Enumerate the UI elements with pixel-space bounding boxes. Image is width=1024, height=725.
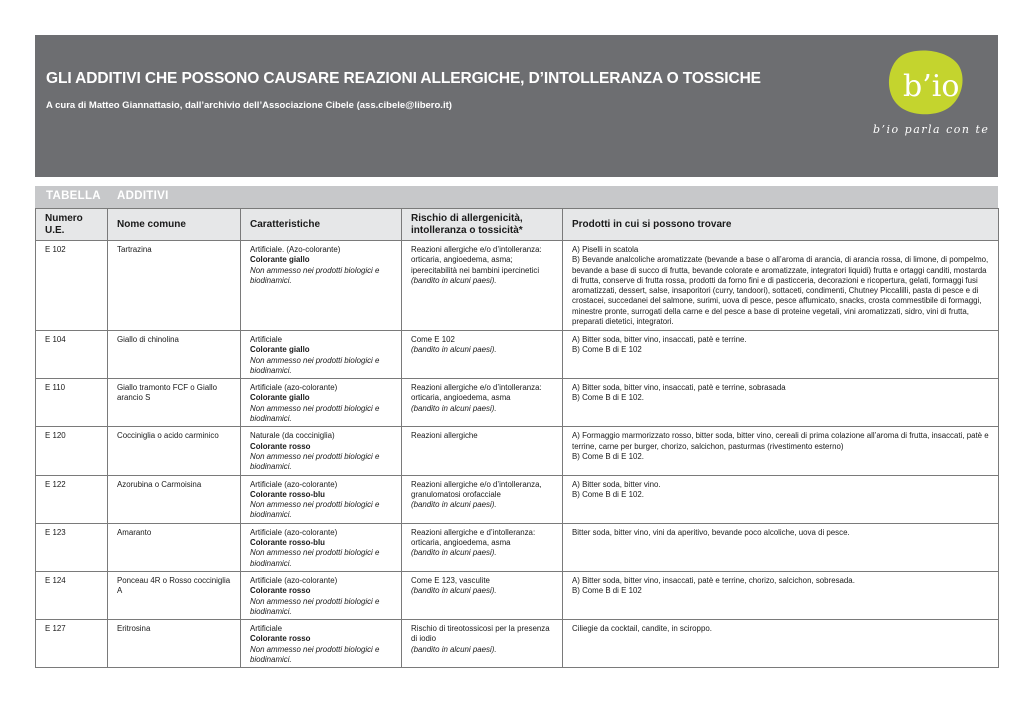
table-header-row	[36, 209, 999, 241]
cell-prodotti	[563, 379, 999, 427]
cell-numero: E 120	[36, 427, 108, 475]
col-header-caratteristiche: Caratteristiche	[241, 209, 402, 241]
car-type: Artificiale (azo-colorante)	[250, 383, 338, 393]
cell-numero: E 123	[36, 523, 108, 571]
cell-numero: E 104	[36, 331, 108, 379]
table-label-additivi: ADDITIVI	[117, 190, 169, 202]
car-color: Colorante rosso-blu	[250, 538, 325, 548]
car-note: Non ammesso nei prodotti biologici e biodinamici.	[250, 596, 380, 616]
car-type: Artificiale (azo-colorante)	[250, 575, 338, 585]
header-banner	[35, 35, 998, 177]
rischio-note: (bandito in alcuni paesi).	[411, 403, 497, 413]
rischio-text: Reazioni allergiche e/o d’intolleranza: orticaria, angioedema, asma	[411, 383, 542, 403]
car-type: Naturale (da cocciniglia)	[250, 431, 335, 441]
prodotti-line: A) Bitter soda, bitter vino, insaccati, patè e terrine, chorizo, salcichon, sobresada.	[572, 575, 855, 585]
rischio-note: (bandito in alcuni paesi).	[411, 586, 497, 596]
car-color: Colorante rosso	[250, 586, 311, 596]
cell-numero: E 127	[36, 620, 108, 668]
table-title-bar	[35, 186, 998, 208]
cell-caratteristiche	[241, 331, 402, 379]
rischio-note: (bandito in alcuni paesi).	[411, 548, 497, 558]
cell-caratteristiche	[241, 523, 402, 571]
cell-rischio	[402, 379, 563, 427]
prodotti-line: A) Bitter soda, bitter vino, insaccati, patè e terrine.	[572, 335, 747, 344]
table-row	[36, 427, 999, 475]
cell-caratteristiche	[241, 379, 402, 427]
car-type: Artificiale. (Azo-colorante)	[250, 245, 341, 254]
car-note: Non ammesso nei prodotti biologici e biodinamici.	[250, 403, 380, 424]
cell-nome: Giallo tramonto FCF o Giallo arancio S	[108, 379, 241, 427]
cell-nome: Amaranto	[108, 523, 241, 571]
page-subtitle: A cura di Matteo Giannattasio, dall’archivio dell’Associazione Cibele (ass.cibele@libero.it)	[46, 100, 452, 111]
car-note: Non ammesso nei prodotti biologici e biodinamici.	[250, 548, 380, 568]
page-title: GLI ADDITIVI CHE POSSONO CAUSARE REAZIONI ALLERGICHE, D’INTOLLERANZA O TOSSICHE	[46, 70, 761, 87]
prodotti-line: A) Bitter soda, bitter vino.	[572, 479, 661, 489]
car-type: Artificiale (azo-colorante)	[250, 479, 338, 489]
additives-table	[35, 208, 999, 668]
cell-rischio	[402, 427, 563, 475]
cell-prodotti	[563, 620, 999, 668]
table-row	[36, 475, 999, 523]
cell-prodotti	[563, 241, 999, 331]
rischio-note: (bandito in alcuni paesi).	[411, 345, 497, 355]
cell-caratteristiche	[241, 427, 402, 475]
prodotti-line: A) Piselli in scatola	[572, 245, 639, 254]
cell-caratteristiche	[241, 620, 402, 668]
cell-nome: Tartrazina	[108, 241, 241, 331]
cell-prodotti	[563, 475, 999, 523]
table-row	[36, 331, 999, 379]
cell-numero: E 110	[36, 379, 108, 427]
cell-caratteristiche	[241, 241, 402, 331]
table-row	[36, 379, 999, 427]
col-header-rischio: Rischio di allergenicità, intolleranza o tossicità*	[402, 209, 563, 241]
car-color: Colorante giallo	[250, 255, 310, 265]
prodotti-line: Ciliegie da cocktail, candite, in sciroppo.	[572, 624, 712, 634]
cell-rischio	[402, 475, 563, 523]
cell-numero: E 122	[36, 475, 108, 523]
car-note: Non ammesso nei prodotti biologici e biodinamici.	[250, 265, 380, 285]
car-color: Colorante rosso	[250, 441, 311, 451]
prodotti-line: B) Bevande analcoliche aromatizzate (bevande a base o all’aroma di arancia, di arancia rossa, di limone, di pompelmo, bevande a base di succo di frutta, bevande colorate e aromatizzate, integratori liquidi) frutta e ortaggi canditi, mostarda di frutta, conserve di frutta rossa, prodotti da forno fini e di pasticceria, decorazioni e ricopertura, gelati, formaggi fusi aromatizzati, dessert, salse, insaporitori (curry, tandoori), sottaceti, condimenti, Chutney Piccalilli, pasta di pesce e di crostacei, succedanei del salmone, surimi, uova di pesce, pesce affumicato, snacks, crosta commestibile di formaggi, minestre pronte, surrogati della carne e del pesce a base di proteine vegetali, vini aromatizzati, sidro, vini di frutta, preparati dietetici, integratori.	[572, 255, 989, 327]
car-type: Artificiale (azo-colorante)	[250, 527, 338, 537]
prodotti-line: B) Come B di E 102	[572, 586, 642, 596]
cell-caratteristiche	[241, 475, 402, 523]
car-note: Non ammesso nei prodotti biologici e biodinamici.	[250, 644, 380, 665]
cell-rischio	[402, 241, 563, 331]
table-row	[36, 571, 999, 619]
svg-text:b’io: b’io	[903, 69, 960, 104]
prodotti-line: Bitter soda, bitter vino, vini da aperitivo, bevande poco alcoliche, uova di pesce.	[572, 527, 850, 537]
cell-prodotti	[563, 331, 999, 379]
car-type: Artificiale	[250, 624, 283, 634]
car-color: Colorante giallo	[250, 345, 310, 355]
table-row	[36, 620, 999, 668]
car-type: Artificiale	[250, 335, 283, 344]
rischio-note: (bandito in alcuni paesi).	[411, 644, 497, 654]
col-header-nome: Nome comune	[108, 209, 241, 241]
cell-rischio	[402, 523, 563, 571]
prodotti-line: B) Come B di E 102.	[572, 393, 644, 403]
rischio-text: Reazioni allergiche e d’intolleranza: orticaria, angioedema, asma	[411, 527, 536, 548]
cell-rischio	[402, 571, 563, 619]
cell-prodotti	[563, 427, 999, 475]
rischio-text: Come E 102	[411, 335, 455, 344]
car-color: Colorante rosso-blu	[250, 489, 325, 499]
car-note: Non ammesso nei prodotti biologici e biodinamici.	[250, 451, 380, 472]
cell-rischio	[402, 620, 563, 668]
cell-nome: Eritrosina	[108, 620, 241, 668]
prodotti-line: A) Formaggio marmorizzato rosso, bitter soda, bitter vino, cereali di prima colazione all’aroma di frutta, insaccati, patè e terrine, carne per burger, chorizo, salcichon, pasturmas (rivestimento esterno)	[572, 431, 989, 451]
cell-rischio	[402, 331, 563, 379]
cell-nome: Ponceau 4R o Rosso cocciniglia A	[108, 571, 241, 619]
prodotti-line: B) Come B di E 102	[572, 345, 642, 355]
rischio-text: Reazioni allergiche e/o d’intolleranza, granulomatosi orofacciale	[411, 479, 542, 499]
col-header-numero: Numero U.E.	[36, 209, 108, 241]
car-note: Non ammesso nei prodotti biologici e biodinamici.	[250, 355, 380, 375]
rischio-text: Reazioni allergiche e/o d’intolleranza: orticaria, angioedema, asma; iperecitabilità nei bambini ipercinetici	[411, 245, 542, 275]
cell-prodotti	[563, 523, 999, 571]
rischio-text: Rischio di tireotossicosi per la presenza di iodio	[411, 624, 550, 644]
prodotti-line: B) Come B di E 102.	[572, 451, 644, 461]
table-row	[36, 241, 999, 331]
car-color: Colorante giallo	[250, 393, 310, 403]
cell-numero: E 124	[36, 571, 108, 619]
rischio-text: Reazioni allergiche	[411, 431, 478, 441]
rischio-note: (bandito in alcuni paesi).	[411, 500, 497, 510]
prodotti-line: B) Come B di E 102.	[572, 489, 644, 499]
table-label-tabella: TABELLA	[46, 190, 101, 202]
rischio-text: Come E 123, vasculite	[411, 575, 490, 585]
table-row	[36, 523, 999, 571]
cell-nome: Giallo di chinolina	[108, 331, 241, 379]
cell-prodotti	[563, 571, 999, 619]
car-color: Colorante rosso	[250, 634, 311, 644]
logo-slogan: b’io parla con te	[873, 123, 990, 136]
col-header-prodotti: Prodotti in cui si possono trovare	[563, 209, 999, 241]
cell-caratteristiche	[241, 571, 402, 619]
cell-numero: E 102	[36, 241, 108, 331]
bio-logo	[887, 48, 965, 118]
rischio-note: (bandito in alcuni paesi).	[411, 275, 497, 285]
cell-nome: Azorubina o Carmoisina	[108, 475, 241, 523]
cell-nome: Cocciniglia o acido carminico	[108, 427, 241, 475]
car-note: Non ammesso nei prodotti biologici e biodinamici.	[250, 500, 380, 520]
prodotti-line: A) Bitter soda, bitter vino, insaccati, patè e terrine, sobrasada	[572, 383, 786, 393]
